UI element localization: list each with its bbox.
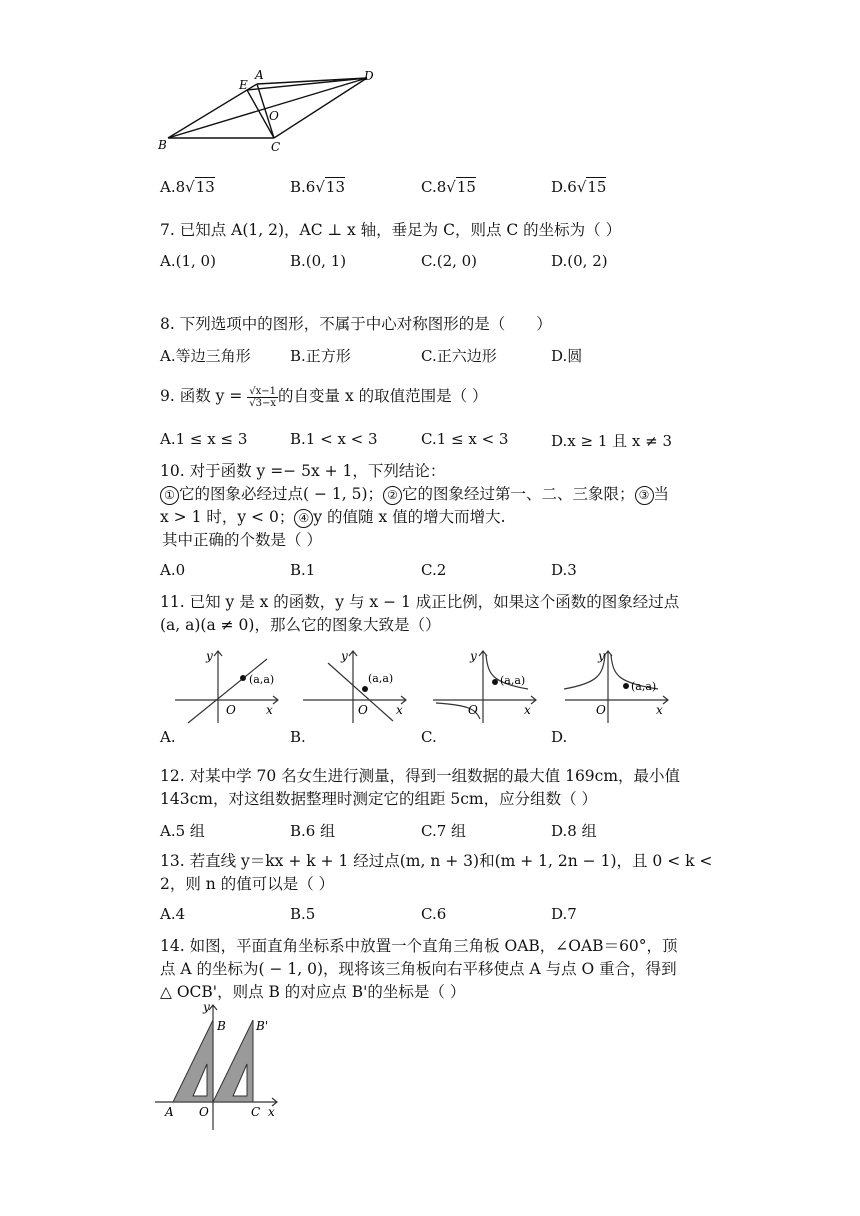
q11-graph-d-point-label: (a,a) <box>631 680 657 693</box>
q14-triangle-figure <box>155 1000 285 1135</box>
q11-option-d[interactable]: D. <box>551 728 568 746</box>
q11-graph-d-y-label: y <box>598 649 605 663</box>
q11-graph-b-x-label: x <box>396 703 403 717</box>
q13-option-d[interactable]: D.7 <box>551 905 577 923</box>
q13-option-a[interactable]: A.4 <box>160 905 186 923</box>
q9-numerator: √x−1 <box>249 385 277 397</box>
q8-stem: 8. 下列选项中的图形，不属于中心对称图形的是（ ） <box>160 315 552 333</box>
q14-bprime-label: B' <box>256 1019 269 1033</box>
q11-graph-c-x-label: x <box>524 703 531 717</box>
q11-graph-d-o-label: O <box>596 703 606 717</box>
q12-option-b[interactable]: B.6 组 <box>290 822 336 840</box>
q10-marker-4: ④ <box>294 509 313 528</box>
q11-graph-c-y-label: y <box>470 649 477 663</box>
q8-option-b[interactable]: B.正方形 <box>290 347 351 365</box>
q14-line2: 点 A 的坐标为( − 1, 0)，现将该三角板向右平移使点 A 与点 O 重合，得到 <box>160 960 677 978</box>
q11-graph-d <box>560 645 675 725</box>
q11-graph-a-x-label: x <box>266 703 273 717</box>
q10-stem: 10. 对于函数 y =− 5x + 1，下列结论： <box>160 462 446 480</box>
q14-line3: △ OCB'，则点 B 的对应点 B'的坐标是（ ） <box>160 983 466 1001</box>
q10-option-d[interactable]: D.3 <box>551 561 577 579</box>
q9-fraction <box>247 386 278 409</box>
q11-line2: (a, a)(a ≠ 0)，那么它的图象大致是（） <box>160 616 441 634</box>
q10-statement-2: 它的图象经过第一、二、三象限； <box>402 485 635 503</box>
q6-option-a[interactable]: A.8√13 <box>160 178 215 196</box>
q10-statement-3-end: x > 1 时，y < 0； <box>160 508 295 526</box>
q9-denominator: √3−x <box>249 397 277 409</box>
q11-graph-b-point-label: (a,a) <box>368 672 394 685</box>
q12-option-d[interactable]: D.8 组 <box>551 822 597 840</box>
q7-option-c[interactable]: C.(2, 0) <box>421 252 478 270</box>
q10-option-c[interactable]: C.2 <box>421 561 447 579</box>
q13-option-b[interactable]: B.5 <box>290 905 316 923</box>
q6-label-a: A <box>255 68 264 82</box>
q9-stem <box>160 385 488 409</box>
q6-label-e: E <box>239 78 248 92</box>
q7-stem: 7. 已知点 A(1, 2)，AC ⊥ x 轴，垂足为 C，则点 C 的坐标为（ ） <box>160 221 622 239</box>
q11-graph-c-point-label: (a,a) <box>500 674 526 687</box>
q10-statement-1: 它的图象必经过点( − 1, 5)； <box>179 485 384 503</box>
q7-option-b[interactable]: B.(0, 1) <box>290 252 347 270</box>
q6-label-d: D <box>364 69 374 83</box>
q8-option-d[interactable]: D.圆 <box>551 347 583 365</box>
q14-c-label: C <box>251 1105 261 1119</box>
q10-marker-3: ③ <box>635 486 654 505</box>
q6-option-c[interactable]: C.8√15 <box>421 178 476 196</box>
q6-label-b: B <box>158 138 167 152</box>
q10-option-b[interactable]: B.1 <box>290 561 316 579</box>
q14-b-label: B <box>217 1019 226 1033</box>
q14-x-label: x <box>268 1105 275 1119</box>
q6-label-c: C <box>271 140 281 154</box>
q10-line1 <box>160 483 669 506</box>
q10-marker-2: ② <box>383 486 402 505</box>
q8-option-a[interactable]: A.等边三角形 <box>160 347 251 365</box>
q6-option-b[interactable]: B.6√13 <box>290 178 345 196</box>
q6-parallelogram-figure <box>155 65 385 155</box>
q9-option-a[interactable]: A.1 ≤ x ≤ 3 <box>160 430 248 448</box>
q14-o-label: O <box>199 1105 209 1119</box>
q11-graph-a-point-label: (a,a) <box>249 673 275 686</box>
q12-option-a[interactable]: A.5 组 <box>160 822 205 840</box>
q11-graph-b <box>298 645 413 725</box>
q12-line1: 12. 对某中学 70 名女生进行测量，得到一组数据的最大值 169cm，最小值 <box>160 767 681 785</box>
q11-option-b[interactable]: B. <box>290 728 306 746</box>
q11-graph-c <box>428 645 543 725</box>
q9-stem-prefix: 9. 函数 y = <box>160 387 248 405</box>
q8-option-c[interactable]: C.正六边形 <box>421 347 497 365</box>
q6-option-d[interactable]: D.6√15 <box>551 178 607 196</box>
q14-y-label: y <box>203 1000 210 1014</box>
q10-option-a[interactable]: A.0 <box>160 561 186 579</box>
q13-option-c[interactable]: C.6 <box>421 905 447 923</box>
q7-option-a[interactable]: A.(1, 0) <box>160 252 216 270</box>
q9-option-c[interactable]: C.1 ≤ x < 3 <box>421 430 509 448</box>
q11-graph-d-x-label: x <box>656 703 663 717</box>
q11-graph-c-o-label: O <box>468 703 478 717</box>
q7-option-d[interactable]: D.(0, 2) <box>551 252 608 270</box>
q6-label-o: O <box>269 109 279 123</box>
q9-option-d[interactable]: D.x ≥ 1 且 x ≠ 3 <box>551 432 673 450</box>
q14-a-label: A <box>165 1105 174 1119</box>
q11-graph-b-o-label: O <box>358 703 368 717</box>
q10-line2 <box>160 506 506 529</box>
q10-marker-1: ① <box>160 486 179 505</box>
q9-option-b[interactable]: B.1 < x < 3 <box>290 430 378 448</box>
q11-option-a[interactable]: A. <box>160 728 176 746</box>
q12-option-c[interactable]: C.7 组 <box>421 822 467 840</box>
q9-stem-suffix: 的自变量 x 的取值范围是（ ） <box>278 387 488 405</box>
q13-line1: 13. 若直线 y＝kx + k + 1 经过点(m, n + 3)和(m + 1, 2n − 1)，且 0 < k < <box>160 852 713 870</box>
q11-option-c[interactable]: C. <box>421 728 437 746</box>
q12-line2: 143cm，对这组数据整理时测定它的组距 5cm，应分组数（ ） <box>160 790 598 808</box>
q10-line3: 其中正确的个数是（ ） <box>162 531 322 549</box>
q10-statement-4: y 的值随 x 值的增大而增大. <box>313 508 506 526</box>
q11-graph-b-y-label: y <box>341 649 348 663</box>
q13-line2: 2，则 n 的值可以是（ ） <box>160 875 335 893</box>
q11-line1: 11. 已知 y 是 x 的函数，y 与 x − 1 成正比例，如果这个函数的图象经过点 <box>160 593 680 611</box>
q10-statement-3-start: 当 <box>653 485 670 503</box>
q14-line1: 14. 如图，平面直角坐标系中放置一个直角三角板 OAB，∠OAB＝60°，顶 <box>160 937 678 955</box>
q11-graph-a-o-label: O <box>226 703 236 717</box>
q11-graph-a-y-label: y <box>206 649 213 663</box>
q11-graph-a <box>170 645 285 725</box>
